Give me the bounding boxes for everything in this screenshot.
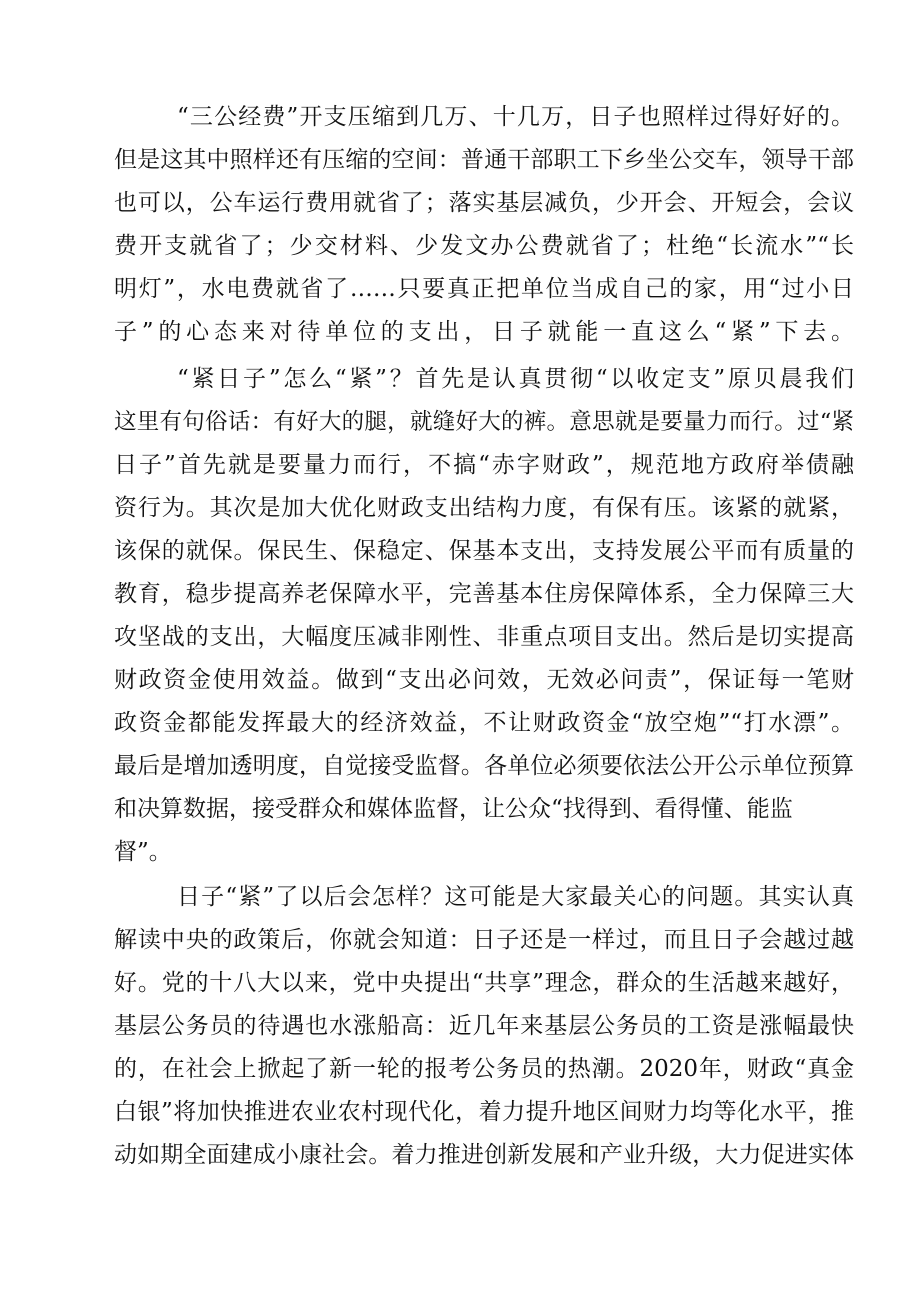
- text-line: 日子“紧”了以后会怎样？这可能是大家最关心的问题。其实认真: [177, 884, 854, 910]
- text-line: 该保的就保。保民生、保稳定、保基本支出，支持发展公平而有质量的: [114, 538, 854, 564]
- text-line: 费开支就省了；少交材料、少发文办公费就省了；杜绝“长流水”“长: [114, 233, 854, 259]
- text-line: 解读中央的政策后，你就会知道：日子还是一样过，而且日子会越过越: [114, 927, 854, 953]
- text-line: 督”。: [114, 839, 172, 865]
- text-line: 和决算数据，接受群众和媒体监督，让公众“找得到、看得懂、能监: [114, 796, 793, 822]
- text-line: 但是这其中照样还有压缩的空间：普通干部职工下乡坐公交车，领导干部: [114, 147, 854, 173]
- text-line: 的，在社会上掀起了新一轮的报考公务员的热潮。2020年，财政“真金: [114, 1056, 854, 1082]
- text-line: 这里有句俗话：有好大的腿，就缝好大的裤。意思就是要量力而行。过“紧: [114, 409, 854, 435]
- text-line: 资行为。其次是加大优化财政支出结构力度，有保有压。该紧的就紧，: [114, 495, 854, 521]
- text-line: 日子”首先就是要量力而行，不搞“赤字财政”，规范地方政府举债融: [114, 452, 854, 478]
- text-line: 好。党的十八大以来，党中央提出“共享”理念，群众的生活越来越好，: [114, 970, 854, 996]
- text-line: 明灯”，水电费就省了……只要真正把单位当成自己的家，用“过小日: [114, 276, 854, 302]
- text-line: 也可以，公车运行费用就省了；落实基层减负，少开会、开短会，会议: [114, 190, 854, 216]
- text-line: 基层公务员的待遇也水涨船高：近几年来基层公务员的工资是涨幅最快: [114, 1013, 854, 1039]
- text-line: 政资金都能发挥最大的经济效益，不让财政资金“放空炮”“打水漂”。: [114, 710, 854, 736]
- text-line: 最后是增加透明度，自觉接受监督。各单位必须要依法公开公示单位预算: [114, 753, 854, 779]
- text-line: 财政资金使用效益。做到“支出必问效，无效必问责”，保证每一笔财: [114, 667, 854, 693]
- text-line: 攻坚战的支出，大幅度压减非刚性、非重点项目支出。然后是切实提高: [114, 624, 854, 650]
- text-line: 白银”将加快推进农业农村现代化，着力提升地区间财力均等化水平，推: [114, 1099, 854, 1125]
- text-line: 动如期全面建成小康社会。着力推进创新发展和产业升级，大力促进实体: [114, 1142, 854, 1168]
- text-line: 教育，稳步提高养老保障水平，完善基本住房保障体系，全力保障三大: [114, 581, 854, 607]
- text-line: “三公经费”开支压缩到几万、十几万，日子也照样过得好好的。: [177, 104, 854, 130]
- text-line: 子”的心态来对待单位的支出，日子就能一直这么“紧”下去。: [114, 319, 854, 345]
- text-line: “紧日子”怎么“紧”？首先是认真贯彻“以收定支”原贝晨我们: [177, 366, 854, 392]
